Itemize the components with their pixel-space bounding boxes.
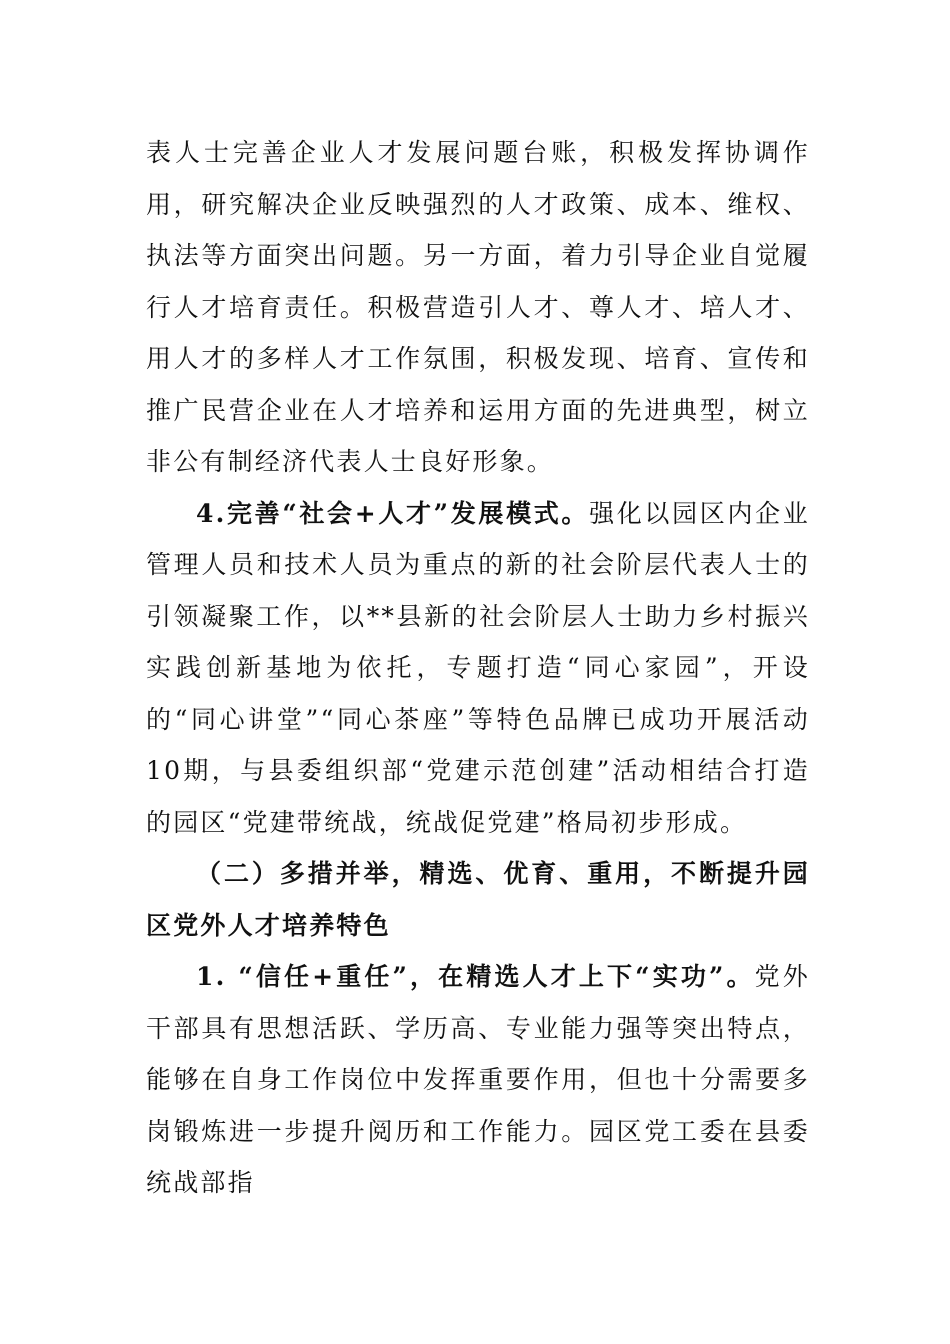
paragraph-body: 强化以园区内企业管理人员和技术人员为重点的新的社会阶层代表人士的引领凝聚工作，以**县新的社会阶层人士助力乡村振兴实践创新基地为依托，专题打造“同心家园”，开设的“同心讲堂”“同心茶座”等特色品牌已成功开展活动10期，与县委组织部“党建示范创建”活动相结合打造的园区“党建带统战，统战促党建”格局初步形成。 — [146, 498, 810, 837]
paragraph-lead-title: 1. “信任+重任”，在精选人才上下“实功”。 — [196, 962, 755, 991]
paragraph-continuation: 表人士完善企业人才发展问题台账，积极发挥协调作用，研究解决企业反映强烈的人才政策、成本、维权、执法等方面突出问题。另一方面，着力引导企业自觉履行人才培育责任。积极营造引人才、尊人才、培人才、用人才的多样人才工作氛围，积极发现、培育、宣传和推广民营企业在人才培养和运用方面的先进典型，树立非公有制经济代表人士良好形象。 — [146, 138, 810, 476]
paragraph-body: 党外干部具有思想活跃、学历高、专业能力强等突出特点，能够在自身工作岗位中发挥重要作用，但也十分需要多岗锻炼进一步提升阅历和工作能力。园区党工委在县委统战部指 — [146, 962, 810, 1197]
document-page — [146, 127, 810, 1209]
section-heading: （二）多措并举，精选、优育、重用，不断提升园区党外人才培养特色 — [146, 859, 810, 940]
paragraph-lead-title: 4.完善“社会+人才”发展模式。 — [196, 498, 590, 528]
paragraph-social-talent — [146, 488, 810, 849]
paragraph-trust-responsibility — [146, 951, 810, 1209]
